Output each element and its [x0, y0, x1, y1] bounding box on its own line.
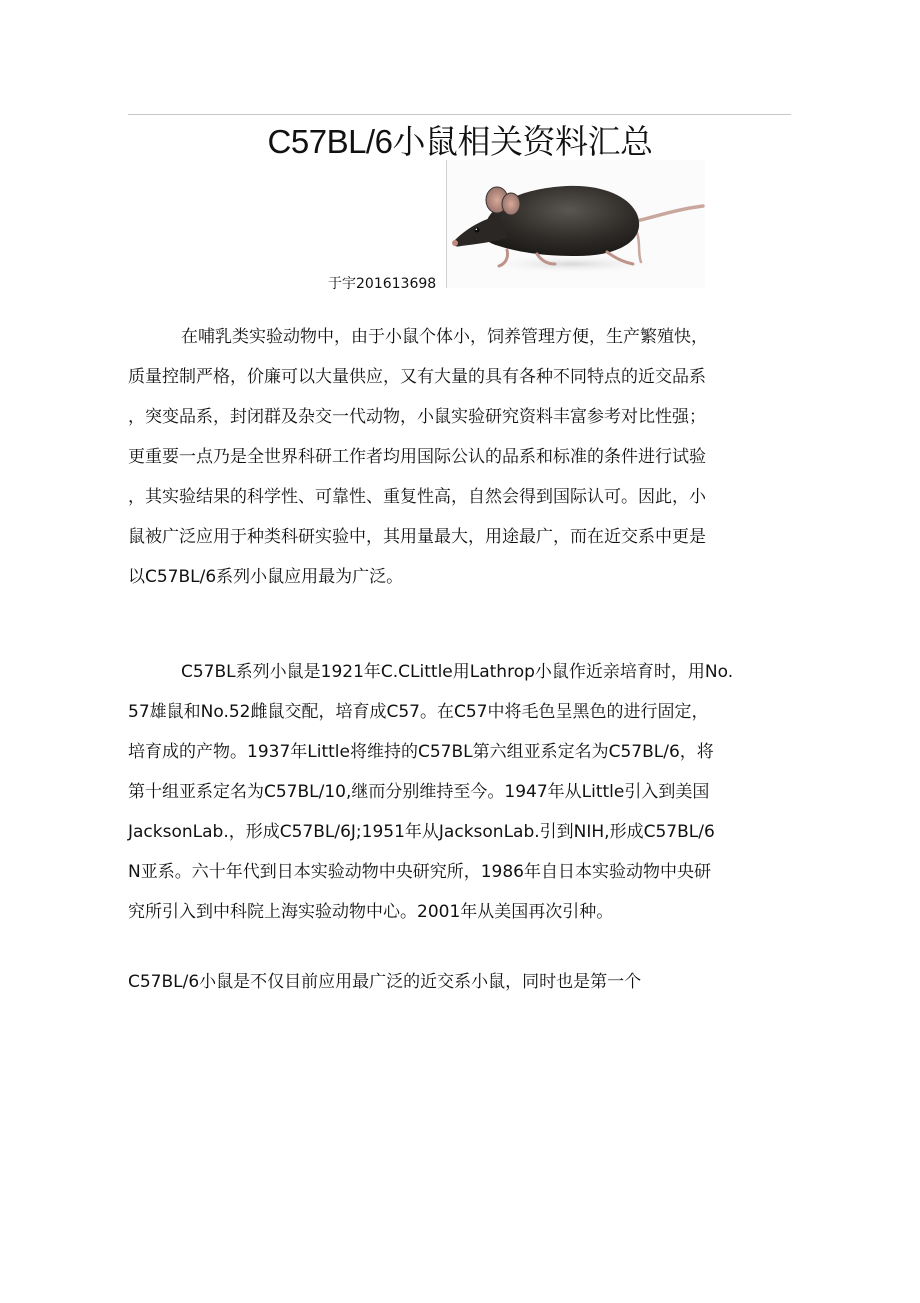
paragraph-intro — [128, 317, 800, 597]
mouse-photo-icon — [447, 160, 705, 288]
author-line: 于宇201613698 — [328, 276, 437, 292]
text-line: 在哺乳类实验动物中，由于小鼠个体小，饲养管理方便，生产繁殖快， — [181, 327, 708, 347]
document-title: C57BL/6小鼠相关资料汇总 — [267, 123, 653, 160]
text-line: 究所引入到中科院上海实验动物中心。2001年从美国再次引种。 — [128, 902, 614, 922]
text-line: 鼠被广泛应用于种类科研实验中，其用量最大，用途最广，而在近交系中更是 — [128, 527, 706, 547]
text-line: 57雄鼠和No.52雌鼠交配，培育成C57。在C57中将毛色呈黑色的进行固定， — [128, 702, 709, 722]
header-rule — [128, 114, 791, 115]
text-line: 以C57BL/6系列小鼠应用最为广泛。 — [128, 567, 404, 587]
text-line: 质量控制严格，价廉可以大量供应，又有大量的具有各种不同特点的近交品系 — [128, 367, 706, 387]
paragraph-history — [128, 652, 800, 932]
text-line: 第十组亚系定名为C57BL/10,继而分别维持至今。1947年从Little引入到美国 — [128, 782, 710, 802]
text-line: ，突变品系，封闭群及杂交一代动物，小鼠实验研究资料丰富参考对比性强； — [128, 407, 706, 427]
text-line: C57BL系列小鼠是1921年C.CLittle用Lathrop小鼠作近亲培育时，用No. — [181, 662, 734, 682]
text-line: C57BL/6小鼠是不仅目前应用最广泛的近交系小鼠，同时也是第一个 — [128, 972, 642, 992]
text-line: 更重要一点乃是全世界科研工作者均用国际公认的品系和标准的条件进行试验 — [128, 447, 706, 467]
mouse-photo — [446, 160, 705, 288]
text-line: 培育成的产物。1937年Little将维持的C57BL第六组亚系定名为C57BL/6，将 — [128, 742, 714, 762]
text-line: JacksonLab.，形成C57BL/6J;1951年从JacksonLab.引到NIH,形成C57BL/6 — [128, 822, 715, 842]
paragraph-summary — [128, 967, 800, 997]
text-line: N亚系。六十年代到日本实验动物中央研究所，1986年自日本实验动物中央研 — [128, 862, 711, 882]
text-line: ，其实验结果的科学性、可靠性、重复性高，自然会得到国际认可。因此，小 — [128, 487, 706, 507]
